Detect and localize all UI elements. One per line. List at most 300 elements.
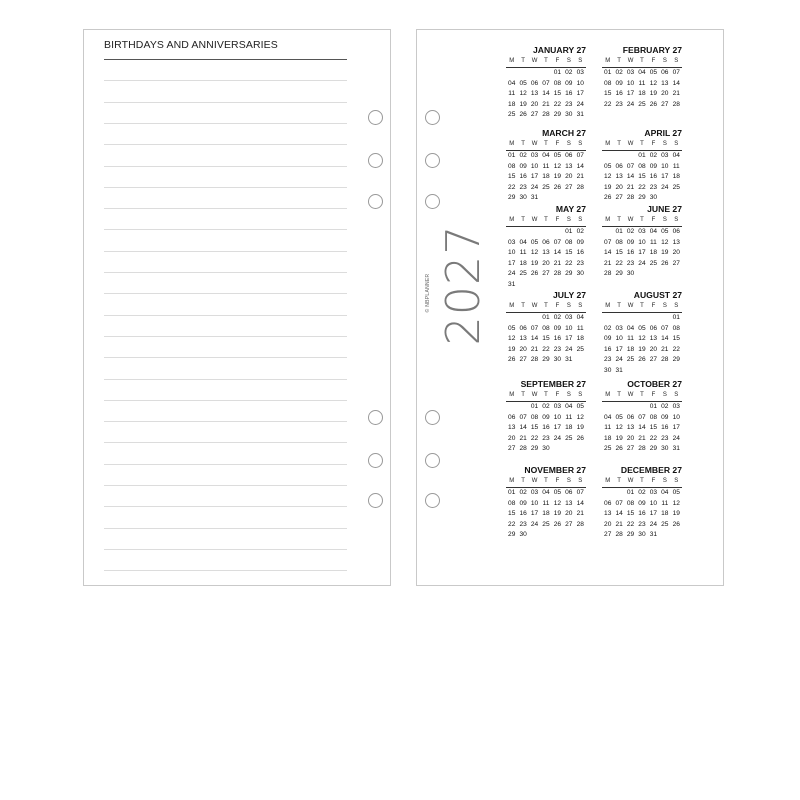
day-cell: 14 [672,79,680,87]
day-cell: 13 [604,510,612,517]
binder-hole [368,410,383,425]
day-cell [552,444,563,455]
day-cell: 22 [672,345,680,353]
weekday-label: T [617,478,621,484]
day-cell: 07 [638,413,646,421]
weekday-label: S [578,303,583,309]
day-cell: 22 [553,100,562,108]
day-cell: 31 [615,366,623,374]
day-cell: 15 [565,249,573,256]
weekday-label: T [617,141,621,147]
day-cell: 30 [626,270,635,277]
day-cell: 25 [649,259,658,267]
day-cell: 16 [615,90,623,97]
day-cell: 12 [576,413,584,421]
day-cell: 18 [672,173,680,180]
day-cell: 02 [519,489,527,496]
day-cell: 14 [615,510,623,517]
weekday-label: F [651,392,656,398]
day-cell [659,530,670,541]
week-row [602,434,682,445]
weekday-label: T [640,478,644,484]
month-title: OCTOBER 27 [627,379,682,389]
day-cell: 23 [576,259,584,267]
day-cell: 25 [542,183,550,191]
day-cell: 02 [649,152,658,159]
weekday-label: F [651,217,656,223]
day-cell: 04 [672,152,680,159]
weekday-label: W [531,303,538,309]
day-cell: 15 [530,424,539,431]
week-row [602,334,682,345]
day-cell: 02 [626,228,635,235]
day-cell: 26 [638,356,646,363]
weekday-label: S [662,392,667,398]
day-cell: 29 [508,531,516,538]
day-cell: 05 [576,403,584,410]
day-cell: 03 [565,314,573,321]
weekday-label: S [566,303,571,309]
day-cell: 04 [661,489,669,496]
day-cell: 26 [576,434,584,442]
weekday-label: M [509,58,515,64]
day-cell: 04 [542,489,550,496]
day-cell: 18 [542,173,550,180]
weekday-label: M [605,217,611,223]
credit-text-wrap [425,273,431,313]
weekday-label: F [651,478,656,484]
week-row [506,162,586,173]
day-cell: 16 [542,424,550,431]
day-cell: 17 [530,510,539,517]
day-cell: 09 [576,238,584,246]
day-cell: 04 [565,403,573,410]
day-cell: 17 [565,335,573,342]
day-cell: 30 [553,356,562,363]
weekday-label: M [509,392,515,398]
day-cell: 08 [508,162,516,170]
day-cell: 22 [615,259,623,267]
day-cell [602,488,613,499]
writing-line [104,570,347,571]
weekday-label: F [555,303,560,309]
day-cell [540,530,551,541]
writing-line [104,251,347,252]
day-cell: 09 [553,324,562,332]
day-cell: 19 [638,345,646,353]
weekday-label: T [640,303,644,309]
day-cell: 11 [604,424,612,431]
day-cell: 15 [672,335,680,342]
day-cell [671,269,682,280]
day-cell: 09 [542,413,550,421]
day-cell [506,313,517,324]
day-cell [506,68,517,79]
day-cell: 17 [626,90,635,97]
day-cell: 05 [649,69,658,76]
day-cell: 18 [638,90,646,97]
day-cell [625,402,636,413]
week-row [506,488,586,499]
day-cell: 12 [553,499,562,507]
day-cell: 09 [638,499,646,507]
day-cell: 26 [508,356,516,363]
month-title: MAY 27 [555,204,586,214]
week-row [506,334,586,345]
day-cell: 16 [553,335,562,342]
day-cell [552,227,563,238]
day-cell: 23 [604,356,612,363]
day-cell: 01 [615,228,623,235]
day-cell [575,193,586,204]
week-row [602,89,682,100]
binder-hole [368,110,383,125]
day-cell: 03 [553,403,562,410]
week-row [602,259,682,270]
day-cell: 11 [542,162,550,170]
week-row [506,324,586,335]
day-cell: 07 [661,324,669,332]
week-row [506,151,586,162]
day-cell: 17 [553,424,562,431]
day-cell: 22 [508,183,516,191]
month-calendar [506,44,586,121]
day-cell: 22 [542,345,550,353]
day-cell: 03 [530,152,539,159]
weekday-label: S [662,217,667,223]
weekday-label: S [566,392,571,398]
year-label: 2027 [436,224,490,346]
day-cell: 09 [626,238,635,246]
day-cell: 20 [519,345,527,353]
weekday-label: S [674,217,679,223]
day-cell: 21 [542,100,550,108]
day-cell: 16 [519,173,527,180]
day-cell: 15 [508,510,516,517]
week-row [506,193,586,204]
day-cell: 27 [626,445,635,452]
day-cell: 08 [604,79,612,87]
day-cell: 15 [508,173,516,180]
writing-line [104,187,347,188]
day-cell: 08 [542,324,550,332]
day-cell: 27 [542,270,550,277]
day-cell [529,313,540,324]
week-row [602,355,682,366]
day-cell: 07 [553,238,562,246]
week-row [506,444,586,455]
week-row [506,402,586,413]
day-cell: 27 [565,183,573,191]
weekday-label: F [555,141,560,147]
day-cell: 01 [542,314,550,321]
month-calendar [602,464,682,541]
weekday-header-row [602,301,682,313]
day-cell: 12 [661,238,669,246]
weekday-label: T [544,141,548,147]
month-calendar [506,464,586,541]
weekday-label: T [544,303,548,309]
day-cell: 21 [604,259,612,267]
weekday-label: T [521,141,525,147]
weekday-header-row [602,56,682,68]
day-cell: 07 [615,499,623,507]
day-cell: 29 [626,531,635,538]
day-cell: 20 [626,434,635,442]
week-row [506,259,586,270]
day-cell: 11 [565,413,573,421]
day-cell: 27 [508,445,516,452]
day-cell: 29 [638,194,646,201]
day-cell: 23 [542,434,550,442]
day-cell: 10 [615,335,623,342]
day-cell: 10 [530,162,539,170]
weekday-label: W [531,478,538,484]
day-cell: 03 [615,324,623,332]
weekday-label: T [544,217,548,223]
week-row [602,402,682,413]
day-cell: 21 [615,520,623,528]
day-cell: 18 [519,259,527,267]
day-cell: 30 [519,194,527,201]
week-row [602,172,682,183]
day-cell: 03 [638,228,646,235]
day-cell: 07 [576,489,584,496]
weekday-label: W [531,58,538,64]
day-cell [540,227,551,238]
day-cell: 01 [604,69,612,76]
month-title: JULY 27 [553,290,586,300]
month-calendar [506,203,586,290]
day-cell: 13 [565,499,573,507]
weekday-label: S [662,58,667,64]
weekday-label: S [674,58,679,64]
day-cell: 23 [649,183,658,191]
weekday-label: W [627,478,634,484]
day-cell: 30 [565,111,573,118]
weekday-label: W [627,217,634,223]
day-cell: 11 [672,162,680,170]
week-row [602,79,682,90]
day-cell: 03 [626,69,635,76]
day-cell: 23 [661,434,669,442]
day-cell [529,68,540,79]
day-cell [648,269,659,280]
weekday-label: F [555,478,560,484]
right-page [416,29,724,586]
day-cell: 29 [672,356,680,363]
writing-line [104,485,347,486]
day-cell: 29 [542,356,550,363]
writing-line [104,528,347,529]
day-cell: 14 [661,335,669,342]
day-cell: 21 [576,510,584,517]
day-cell [540,68,551,79]
day-cell [659,366,670,377]
weekday-header-row [602,390,682,402]
day-cell: 18 [508,100,516,108]
day-cell: 02 [638,489,646,496]
weekday-label: M [605,141,611,147]
day-cell: 19 [615,434,623,442]
day-cell: 16 [576,249,584,256]
day-cell: 18 [626,345,635,353]
day-cell: 27 [649,356,658,363]
day-cell: 04 [649,228,658,235]
day-cell: 20 [615,183,623,191]
weekday-label: M [605,478,611,484]
weekday-label: M [509,217,515,223]
weekday-label: M [605,303,611,309]
day-cell [529,227,540,238]
day-cell [659,313,670,324]
day-cell: 05 [519,79,527,87]
day-cell: 28 [638,445,646,452]
day-cell: 01 [553,69,562,76]
month-title: APRIL 27 [644,128,682,138]
day-cell: 24 [661,183,669,191]
day-cell: 18 [649,249,658,256]
weekday-label: S [578,392,583,398]
day-cell: 14 [638,424,646,431]
weekday-header-row [506,215,586,227]
day-cell: 07 [542,79,550,87]
weekday-label: T [617,303,621,309]
writing-line [104,400,347,401]
day-cell: 19 [508,345,516,353]
day-cell: 22 [565,259,573,267]
day-cell: 11 [508,90,516,97]
writing-line [104,102,347,103]
weekday-label: S [662,141,667,147]
day-cell: 26 [530,270,539,277]
week-row [602,193,682,204]
week-row [602,423,682,434]
day-cell: 17 [508,259,516,267]
month-title: SEPTEMBER 27 [520,379,586,389]
day-cell: 29 [615,270,623,277]
day-cell: 29 [553,111,562,118]
day-cell: 31 [530,194,539,201]
day-cell: 04 [626,324,635,332]
day-cell: 28 [576,520,584,528]
day-cell: 08 [672,324,680,332]
day-cell [625,366,636,377]
day-cell: 24 [576,100,584,108]
day-cell: 16 [604,345,612,353]
day-cell: 20 [565,510,573,517]
day-cell: 02 [553,314,562,321]
week-row [506,68,586,79]
day-cell [563,444,574,455]
credit-text: © NBPLANNER [425,273,431,313]
weekday-label: W [627,141,634,147]
day-cell: 21 [530,345,539,353]
day-cell: 19 [672,510,680,517]
day-cell: 08 [553,79,562,87]
month-title: JANUARY 27 [532,45,586,55]
day-cell [517,402,528,413]
day-cell: 11 [576,324,584,332]
day-cell: 22 [508,520,516,528]
day-cell [636,269,647,280]
day-cell: 19 [604,183,612,191]
day-cell: 28 [604,270,612,277]
day-cell: 27 [519,356,527,363]
week-row [602,499,682,510]
weekday-label: S [674,303,679,309]
day-cell [552,530,563,541]
day-cell [575,530,586,541]
page-title: BIRTHDAYS AND ANNIVERSARIES [104,39,278,51]
weekday-label: M [605,392,611,398]
binder-hole [368,453,383,468]
day-cell: 27 [615,194,623,201]
day-cell [575,444,586,455]
day-cell [636,366,647,377]
month-title: AUGUST 27 [633,290,682,300]
day-cell: 26 [615,445,623,452]
day-cell [636,402,647,413]
day-cell: 02 [661,403,669,410]
day-cell: 20 [530,100,539,108]
day-cell: 16 [519,510,527,517]
day-cell: 16 [638,510,646,517]
week-row [506,520,586,531]
weekday-label: S [578,217,583,223]
day-cell: 19 [553,510,562,517]
day-cell: 24 [530,183,539,191]
writing-line [104,442,347,443]
day-cell: 28 [530,356,539,363]
weekday-header-row [506,476,586,488]
day-cell [506,402,517,413]
weekday-label: F [555,392,560,398]
weekday-label: T [640,392,644,398]
week-row [602,520,682,531]
day-cell: 22 [530,434,539,442]
week-row [506,172,586,183]
day-cell: 11 [519,249,527,256]
day-cell [671,193,682,204]
weekday-label: M [509,141,515,147]
writing-line [104,357,347,358]
week-row [506,434,586,445]
day-cell: 21 [519,434,527,442]
day-cell: 28 [626,194,635,201]
writing-line [104,144,347,145]
day-cell: 28 [542,111,550,118]
day-cell: 09 [519,499,527,507]
day-cell: 10 [508,249,516,256]
day-cell: 04 [576,314,584,321]
day-cell: 21 [638,434,646,442]
day-cell: 28 [615,531,623,538]
binder-hole [368,493,383,508]
day-cell: 01 [565,228,573,235]
day-cell: 02 [542,403,550,410]
day-cell: 26 [553,183,562,191]
week-row [506,345,586,356]
day-cell: 09 [519,162,527,170]
day-cell: 07 [672,69,680,76]
weekday-label: T [544,478,548,484]
day-cell: 30 [519,531,527,538]
left-page [83,29,391,586]
week-row [506,238,586,249]
day-cell: 17 [576,90,584,97]
writing-line [104,315,347,316]
